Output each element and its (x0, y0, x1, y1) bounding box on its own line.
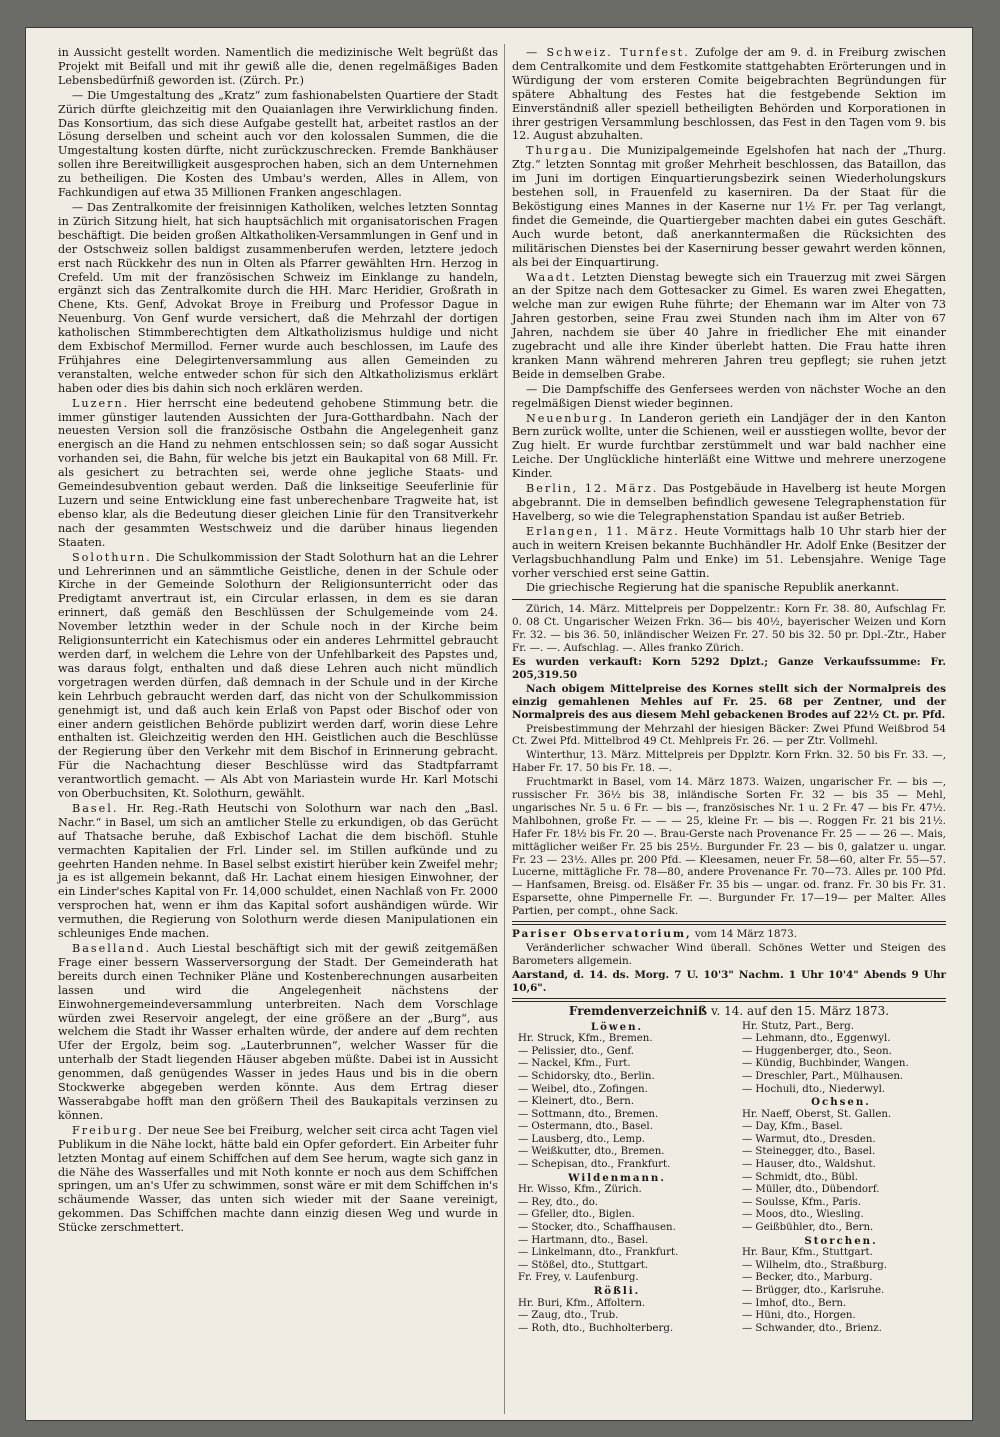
guest-entry: — Becker, dto., Marburg. (742, 1272, 873, 1284)
guest-entry: Hr. Buri, Kfm., Affoltern. (518, 1297, 646, 1309)
article-paragraph: — Schweiz. Turnfest. Zufolge der am 9. d. in Freiburg zwischen dem Centralkomite und dem Festkomite stattgehabten Erörterungen und in Würdigung der vom ersteren Comite beigebrachten Begründungen für spätere Abhaltung des Festes hat die festgebende Sektion im Einverständniß aller speziell betheiligten Behörden und Korporationen in ihrer gestrigen Versammlung beschlossen, das Fest in den Tagen vom 9. bis 12. August abzuhalten. (512, 46, 946, 143)
right-column (512, 46, 946, 1335)
place-heading: Erlangen, 11. März. (526, 524, 680, 538)
article-paragraph: Berlin, 12. März. Das Postgebäude in Havelberg ist heute Morgen abgebrannt. Die in demselben befindlich gewesene Telegraphenstation für Havelberg, so wie die Telegraphenstation Spandau ist außer Betrieb. (512, 482, 947, 523)
observatory-report: Veränderlicher schwacher Wind überall. Schönes Wetter und Steigen des Barometers allgemein. (512, 942, 946, 967)
place-heading: Baselland. (72, 942, 152, 955)
article-paragraph: Thurgau. Die Munizipalgemeinde Egelshofen hat nach der „Thurg. Ztg.“ letzten Sonntag mit großer Mehrheit beschlossen, das Bataillon, das im Juni im dortigen Einquartierungsbezirk seinen Wiederholungskurs bestehen soll, in Frauenfeld zu kaserniren. Da der Staat für die Beköstigung eines Mannes in der Kaserne nur 1½ Fr. per Tag verlangt, findet die Gemeinde, die Quartiergeber machten dabei ein gutes Geschäft. Auch wurde betont, daß anerkanntermaßen die Rücksichten des militärischen Dienstes bei der Kasernirung besser gewahrt werden können, als bei der Einquartirung. (512, 144, 946, 269)
guest-entry: — Schmidt, dto., Bübl. (742, 1171, 859, 1183)
place-heading: — Schweiz. Turnfest. (526, 46, 690, 59)
guest-entry: — Wilhelm, dto., Straßburg. (742, 1259, 888, 1271)
market-report: Fruchtmarkt in Basel, vom 14. März 1873. Waizen, ungarischer Fr. — bis —, russischer Fr. 36½ bis 38, inländische Sorten Fr. 32 — bis 35 — Mehl, ungarisches Nr. 5 u. 6 Fr. — bis —, französisches Nr. 1 u. 2 Fr. 47 — bis Fr. 47½. Mahlbohnen, große Fr. — — — 25, kleine Fr. — bis —. Roggen Fr. 21 bis 21½. Hafer Fr. 18½ bis Fr. 20 —. Brau-Gerste nach Provenance Fr. 25 — — 26 —. Mais, mittäglicher weißer Fr. 25 bis 25½. Burgunder Fr. 23 — bis 0, galatzer u. ungar. Fr. 23 — 23½. Alles pr. 200 Pfd. — Kleesamen, neuer Fr. 58—60, alter Fr. 55—57. Lucerne, mittägliche Fr. 78—80, andere Provenance Fr. 70—73. Alles pr. 100 Pfd. — Hanfsamen, Breisg. od. Elsäßer Fr. 35 bis — ungar. od. franz. Fr. 30 bis Fr. 31. Esparsette, ohne Pimpernelle Fr. —. Burgunder Fr. 17—19— per Malter. Alles Partien, per compt., ohne Sack. (512, 776, 946, 918)
section-rule (512, 599, 946, 600)
article-paragraph: Luzern. Hier herrscht eine bedeutend gehobene Stimmung betr. die immer günstiger lautenden Aussichten der Jura-Gotthardbahn. Nach der neuesten Version soll die französische Ostbahn die Angelegenheit ganz energisch an die Hand zu nehmen entschlossen sein; so daß sogar Aussicht vorhanden sei, die Bahn, für welche bis jetzt ein Baukapital von 68 Mill. Fr. als gesichert zu betrachten sei, werde ohne jegliche Staats- und Gemeindesubvention gebaut werden. Daß die linkseitige Seeuferlinie für Luzern und seine Entwicklung eine fast unberechenbare Tragweite hat, ist ebenso klar, als die Bedeutung dieser gleichen Linie für den Transitverkehr nach der gesammten Westschweiz und die darüber hinaus liegenden Staaten. (58, 396, 498, 549)
guest-entry: — Geißbühler, dto., Bern. (742, 1222, 874, 1234)
guest-entry: — Lausberg, dto., Lemp. (518, 1133, 645, 1145)
place-heading: Solothurn. (72, 550, 152, 564)
hotel-heading: Storchen. (804, 1234, 878, 1247)
guest-entry: — Stößel, dto., Stuttgart. (518, 1259, 649, 1271)
article-paragraph: Freiburg. Der neue See bei Freiburg, welcher seit circa acht Tagen viel Publikum in die Nähe lockt, hätte bald ein Opfer gefordert. Ein Arbeiter fuhr letzten Montag auf einem Schiffchen auf dem See herum, wagte sich ganz in die Nähe des Wasserfalles und mit Noth konnte er noch aus dem Schiffchen springen, um an's Ufer zu schwimmen, sonst wäre er mit dem Schiffchen in's schäumende Wasser, das unten sich wieder mit der Saane vereinigt, gekommen. Das Schiffchen machte dann einzig diesen Weg und wurde in Stücke zerschmettert. (58, 1123, 498, 1235)
guest-entry: — Brügger, dto., Karlsruhe. (742, 1285, 885, 1296)
guest-entry: — Hartmann, dto., Basel. (518, 1234, 649, 1246)
guest-entry: — Imhof, dto., Bern. (742, 1297, 847, 1309)
guest-entry: — Hüni, dto., Horgen. (742, 1310, 856, 1322)
article-paragraph: — Die Dampfschiffe des Genfersees werden von nächster Woche an den regelmäßigen Dienst wieder beginnen. (512, 382, 946, 410)
observatory-heading: Pariser Observatorium, vom 14 März 1873. (512, 928, 798, 941)
guest-entry: — Schepisan, dto., Frankfurt. (518, 1159, 671, 1171)
water-level: Aarstand, d. 14. ds. Morg. 7 U. 10'3" Nachm. 1 Uhr 10'4" Abends 9 Uhr 10,6". (512, 968, 946, 994)
place-heading: Freiburg. (72, 1123, 144, 1137)
guest-list-heading: Fremdenverzeichniß v. 14. auf den 15. März 1873. (568, 1003, 890, 1018)
place-heading: Thurgau. (526, 144, 594, 158)
guest-entry: — Rey, dto., do. (518, 1196, 599, 1208)
guest-entry: — Weibel, dto., Zofingen. (518, 1083, 648, 1095)
guest-entry: — Day, Kfm., Basel. (742, 1121, 843, 1133)
guest-entry: — Hochuli, dto., Niederwyl. (742, 1083, 886, 1095)
guest-entry: — Lehmann, dto., Eggenwyl. (742, 1033, 891, 1045)
column-divider (504, 44, 505, 1414)
guest-entry: — Moos, dto., Wiesling. (742, 1209, 864, 1221)
guest-entry: Hr. Baur, Kfm., Stuttgart. (742, 1247, 873, 1259)
hotel-heading: Wildenmann. (568, 1171, 666, 1184)
guest-entry: — Gfeller, dto., Biglen. (518, 1209, 635, 1221)
hotel-heading: Löwen. (590, 1020, 644, 1033)
newspaper-page (26, 28, 972, 1420)
guest-entry: — Sottmann, dto., Bremen. (518, 1108, 659, 1120)
guest-entry: — Steinegger, dto., Basel. (742, 1146, 876, 1158)
guest-entry: — Hauser, dto., Waldshut. (742, 1159, 876, 1171)
guest-entry: — Soulsse, Kfm., Paris. (742, 1196, 862, 1208)
market-report: Zürich, 14. März. Mittelpreis per Doppelzentr.: Korn Fr. 38. 80, Aufschlag Fr. 0. 08 Ct. Ungarischer Weizen Frkn. 36— bis 40½, bayerischer Weizen und Korn Fr. 32. — bis 36. 50, inländischer Weizen Fr. 27. 50 bis 32. 50 pr. Dpl.-Ztr., Haber Fr. —. —. Aufschlag. —. Alles franko Zürich. (512, 603, 946, 655)
guest-entry: — Warmut, dto., Dresden. (742, 1133, 876, 1145)
place-heading: Waadt. (526, 270, 578, 284)
guest-entry: — Ostermann, dto., Basel. (518, 1121, 653, 1133)
guest-list-column (736, 1021, 946, 1336)
guest-entry: — Stocker, dto., Schaffhausen. (518, 1222, 676, 1234)
article-paragraph: — Das Zentralkomite der freisinnigen Katholiken, welches letzten Sonntag in Zürich Sitzung hielt, hat sich hauptsächlich mit organisatorischen Fragen beschäftigt. Die beiden großen Altkatholiken-Versammlungen in Genf und in der Ostschweiz sollen baldigst zusammenberufen werden, letztere jedoch erst nach Rückkehr des nun in Olten als Pfarrer gewählten Hrn. Herzog in Crefeld. Um mit der französischen Schweiz im Einklange zu handeln, ergänzt sich das Zentralkomite durch die HH. Marc Heridier, Großrath in Chene, Kts. Genf, Advokat Broye in Freiburg und Professor Dague in Neuenburg. Von Genf wurde versichert, daß die Mehrzahl der dortigen katholischen Stimmberechtigten dem Altkatholizismus huldige und nicht dem Exbischof Mermillod. Ferner wurde auch beschlossen, im Laufe des Frühjahres eine Delegirtenversammlung aus allen Gemeinden zu veranstalten, welche entweder schon für sich den Altkatholizismus erklärt haben oder dies bis dahin sich noch erklären werden. (58, 200, 498, 395)
left-column (58, 46, 498, 1236)
market-report: Nach obigem Mittelpreise des Kornes stellt sich der Normalpreis des einzig gemahlenen Mehles auf Fr. 25. 68 per Zentner, und der Normalpreis des aus diesem Mehl gebackenen Brodes auf 22½ Ct. pr. Pfd. (512, 682, 946, 721)
guest-entry: — Kleinert, dto., Bern. (518, 1096, 635, 1108)
guest-entry: — Müller, dto., Dübendorf. (742, 1184, 880, 1196)
market-report: Winterthur, 13. März. Mittelpreis per Dpplztr. Korn Frkn. 32. 50 bis Fr. 33. —, Haber Fr. 17. 50 bis Fr. 18. —. (512, 749, 946, 775)
guest-entry: — Schidorsky, dto., Berlin. (518, 1070, 655, 1082)
guest-entry: — Kündig, Buchbinder, Wangen. (742, 1058, 909, 1070)
guest-entry: Hr. Stutz, Part., Berg. (742, 1020, 854, 1032)
guest-entry: — Linkelmann, dto., Frankfurt. (518, 1247, 679, 1259)
article-paragraph: Baselland. Auch Liestal beschäftigt sich mit der gewiß zeitgemäßen Frage einer bessern Wasserversorgung der Stadt. Der Gemeinderath hat bereits durch einen Techniker Pläne und Kostenberechnungen ausarbeiten lassen und wird die Angelegenheit nächstens der Einwohnergemeindeversammlung unterbreiten. Nach dem Vorschlage würden zwei Reservoir angelegt, der eine größere an der „Burg“, aus welchem die Stadt ihr Wasser erhalten würde, der andere auf dem rechten Ufer der Ergolz, beim sog. „Lauterbrunnen“, welcher Wasser für die unterhalb der Stadt liegenden Häuser abgeben müßte. Dabei ist in Aussicht genommen, daß genügendes Wasser in jedes Haus und bis in die obern Stockwerke abgegeben werden könnte. Aus dem Ertrag dieser Wasserabgabe hofft man den größern Theil des Baukapitals verzinsen zu können. (58, 942, 498, 1122)
guest-entry: — Pelissier, dto., Genf. (518, 1045, 634, 1057)
article-paragraph: Basel. Hr. Reg.-Rath Heutschi von Solothurn war nach den „Basl. Nachr.“ in Basel, um sich an amtlicher Stelle zu erkundigen, ob das Gerücht auf Thatsache beruhe, daß Exbischof Lachat die dem bischöfl. Stuhle vermachten Kapitalien der Frl. Linder sel. im Stillen aufkünde und zu geehrten Handen nehme. In Basel selbst existirt hierüber kein Zweifel mehr; ja es ist allgemein bekannt, daß Hr. Lachat einem hiesigen Einwohner, der ein Linder'sches Kapital von Fr. 14,000 schuldet, einen Nachlaß von Fr. 2000 versprochen hat, wenn er ihm das Kapital sofort aushändigen würde. Wir vermuthen, die Regierung von Solothurn werde diesen Manipulationen ein schleuniges Ende machen. (58, 801, 498, 941)
guest-entry: Hr. Struck, Kfm., Bremen. (518, 1033, 653, 1045)
place-heading: Berlin, 12. März. (526, 482, 659, 496)
article-paragraph: Die griechische Regierung hat die spanische Republik anerkannt. (526, 581, 900, 595)
guest-entry: — Dreschler, Part., Mülhausen. (742, 1070, 904, 1082)
place-heading: Luzern. (72, 396, 130, 410)
market-report: Preisbestimmung der Mehrzahl der hiesigen Bäcker: Zwei Pfund Weißbrod 54 Ct. Zwei Pfd. Mittelbrod 49 Ct. Mehlpreis Fr. 26. — per Ztr. Vollmehl. (512, 722, 946, 748)
place-heading: Neuenburg. (526, 411, 614, 425)
section-rule (512, 921, 946, 925)
guest-entry: — Nackel, Kfm., Furt. (518, 1058, 631, 1070)
guest-entry: — Weißkutter, dto., Bremen. (518, 1146, 665, 1158)
article-paragraph: in Aussicht gestellt worden. Namentlich die medizinische Welt begrüßt das Projekt mit Beifall und mit ihr gewiß alle die, denen regelmäßiges Baden Lebensbedürfniß geworden ist. (Zürch. Pr.) (58, 46, 498, 87)
section-rule (512, 998, 946, 1002)
article-paragraph: Solothurn. Die Schulkommission der Stadt Solothurn hat an die Lehrer und Lehrerinnen und an sämmtliche Geistliche, denen in der Schule oder Kirche in der Gemeinde Solothurn der Religionsunterricht oder das Predigtamt anvertraut ist, ein Circular erlassen, in dem es sie daran erinnert, daß gemäß den Beschlüssen der Schulgemeinde vom 24. November letzthin weder in der Schule noch in der Kirche beim Religionsunterricht ein Katechismus oder ein anderes Lehrmittel gebraucht werden darf, in welchem die Lehre von der Unfehlbarkeit des Papstes und, was daraus folgt, enthalten und daß diese Lehren auch nicht mündlich vorgetragen werden dürfen, daß demnach in der Schule und in der Kirche kein Lehrbuch gebraucht werden darf, das nicht von der Schulkommission genehmigt ist, und daß auch kein Erlaß von Papst oder Bischof oder von einer andern geistlichen Behörde publizirt werden darf, worin diese Lehre enthalten ist. Gleichzeitig werden den HH. Geistlichen auch die Beschlüsse der Regierung über den Verkehr mit dem Bischof in Erinnerung gebracht. Für die Nachachtung dieser Beschlüsse wird das Stadtpfarramt verantwortlich gemacht. — Als Abt von Mariastein wurde Hr. Karl Motschi von Oberbuchsiten, Kt. Solothurn, gewählt. (58, 550, 498, 801)
guest-entry: Hr. Wisso, Kfm., Zürich. (518, 1184, 642, 1196)
guest-entry: — Schwander, dto., Brienz. (742, 1322, 882, 1334)
guest-entry: Hr. Naeff, Oberst, St. Gallen. (742, 1108, 892, 1120)
place-heading: Basel. (72, 801, 119, 815)
guest-entry: — Roth, dto., Buchholterberg. (518, 1322, 674, 1334)
guest-entry: — Huggenberger, dto., Seon. (742, 1045, 892, 1057)
guest-entry: Fr. Frey, v. Laufenburg. (518, 1272, 639, 1284)
article-paragraph: — Die Umgestaltung des „Kratz“ zum fashionabelsten Quartiere der Stadt Zürich dürfte gleichzeitig mit den Quaianlagen ihre Verwirklichung finden. Das Konsortium, das sich diese Aufgabe gestellt hat, arbeitet rastlos an der Lösung derselben und scheint auch vor den kolossalen Summen, die die Umgestaltung kosten dürfte, nicht zurückzuschrecken. Fremde Bankhäuser sollen ihre Bereitwilligkeit ausgesprochen haben, sich an dem Unternehmen zu betheiligen. Die Kosten des Umbau's werden, Alles in Allem, von Fachkundigen auf etwa 35 Millionen Franken angeschlagen. (58, 88, 498, 200)
article-paragraph: Erlangen, 11. März. Heute Vormittags halb 10 Uhr starb hier der auch in weitern Kreisen bekannte Buchhändler Hr. Adolf Enke (Besitzer der Verlagsbuchhandlung Palm und Enke) im 51. Lebensjahre. Wenige Tage vorher verschied erst seine Gattin. (512, 524, 947, 580)
guest-entry: — Zaug, dto., Trub. (518, 1310, 619, 1322)
article-paragraph: Neuenburg. In Landeron gerieth ein Landjäger der in den Kanton Bern zurück wollte, unter die Schienen, weil er ausstiegen wollte, bevor der Zug hielt. Er wurde furchtbar zerstümmelt und war bald nachher eine Leiche. Der Unglückliche hinterläßt eine Wittwe und mehrere unerzogene Kinder. (512, 411, 946, 481)
hotel-heading: Rößli. (593, 1285, 641, 1297)
guest-list (512, 1021, 946, 1336)
hotel-heading: Ochsen. (811, 1096, 871, 1109)
market-report: Es wurden verkauft: Korn 5292 Dplzt.; Ganze Verkaufssumme: Fr. 205,319.50 (512, 655, 946, 681)
article-paragraph: Waadt. Letzten Dienstag bewegte sich ein Trauerzug mit zwei Särgen an der Spitze nach dem Gottesacker zu Gimel. Es waren zwei Ehegatten, welche man zur ewigen Ruhe führte; der Ehemann war im Alter von 73 Jahren gestorben, seine Frau zwei Stunden nach ihm im Alter von 67 Jahren, nachdem sie über 40 Jahre in friedlicher Ehe mit einander zugebracht und alle ihre Kinder überlebt hatten. Die Frau hatte ihren kranken Mann während mehreren Jahren treu gepflegt; sie ruhen jetzt Beide in demselben Grabe. (512, 270, 946, 381)
guest-list-column (512, 1021, 722, 1336)
